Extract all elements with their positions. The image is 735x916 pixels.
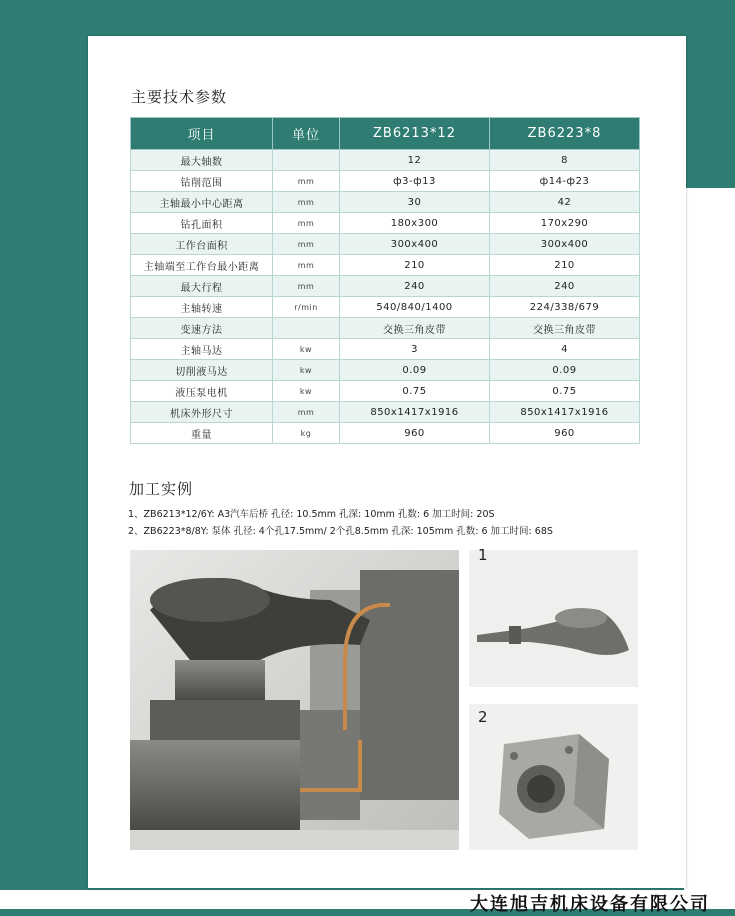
cell-model-a: 240 bbox=[340, 276, 490, 297]
table-row bbox=[131, 339, 640, 360]
cell-item: 切削液马达 bbox=[131, 360, 273, 381]
cell-model-a: 0.75 bbox=[340, 381, 490, 402]
cell-model-a: 180x300 bbox=[340, 213, 490, 234]
cell-item: 机床外形尺寸 bbox=[131, 402, 273, 423]
cell-unit: mm bbox=[273, 192, 340, 213]
examples-section-title: 加工实例 bbox=[129, 480, 194, 498]
cell-model-b: 42 bbox=[490, 192, 640, 213]
cell-model-a: 960 bbox=[340, 423, 490, 444]
header-unit: 单位 bbox=[273, 118, 340, 150]
table-row bbox=[131, 150, 640, 171]
table-row bbox=[131, 360, 640, 381]
table-row bbox=[131, 213, 640, 234]
cell-model-a: 30 bbox=[340, 192, 490, 213]
cell-model-a: 12 bbox=[340, 150, 490, 171]
cell-item: 变速方法 bbox=[131, 318, 273, 339]
cell-unit bbox=[273, 150, 340, 171]
cell-unit: kw bbox=[273, 339, 340, 360]
table-row bbox=[131, 192, 640, 213]
cell-model-b: 4 bbox=[490, 339, 640, 360]
table-row bbox=[131, 318, 640, 339]
cell-item: 主轴马达 bbox=[131, 339, 273, 360]
cell-unit: mm bbox=[273, 171, 340, 192]
spec-table bbox=[130, 117, 640, 444]
cell-item: 最大轴数 bbox=[131, 150, 273, 171]
cell-unit: kw bbox=[273, 381, 340, 402]
photo-label-2: 2 bbox=[478, 708, 488, 726]
table-row bbox=[131, 234, 640, 255]
cell-model-b: 170x290 bbox=[490, 213, 640, 234]
cell-model-b: 0.09 bbox=[490, 360, 640, 381]
cell-item: 钻孔面积 bbox=[131, 213, 273, 234]
spec-section-title: 主要技术参数 bbox=[131, 88, 228, 106]
cell-model-b: 224/338/679 bbox=[490, 297, 640, 318]
cell-model-b: 850x1417x1916 bbox=[490, 402, 640, 423]
cell-model-a: 210 bbox=[340, 255, 490, 276]
cell-model-b: 960 bbox=[490, 423, 640, 444]
example-line-2: 2、ZB6223*8/8Y: 泵体 孔径: 4个孔17.5mm/ 2个孔8.5mm 孔深: 105mm 孔数: 6 加工时间: 68S bbox=[128, 526, 553, 537]
part-photo-axle bbox=[469, 550, 638, 687]
cell-model-b: 交换三角皮带 bbox=[490, 318, 640, 339]
cell-item: 主轴最小中心距离 bbox=[131, 192, 273, 213]
cell-model-b: 210 bbox=[490, 255, 640, 276]
cell-item: 液压泵电机 bbox=[131, 381, 273, 402]
cell-unit: mm bbox=[273, 234, 340, 255]
table-row bbox=[131, 402, 640, 423]
cell-unit: r/min bbox=[273, 297, 340, 318]
cell-item: 主轴端至工作台最小距离 bbox=[131, 255, 273, 276]
cell-model-a: 3 bbox=[340, 339, 490, 360]
spec-table-header-row bbox=[131, 118, 640, 150]
header-model-b: ZB6223*8 bbox=[490, 118, 640, 150]
cell-model-a: 540/840/1400 bbox=[340, 297, 490, 318]
example-line-1: 1、ZB6213*12/6Y: A3汽车后桥 孔径: 10.5mm 孔深: 10mm 孔数: 6 加工时间: 20S bbox=[128, 509, 495, 520]
photo-label-1: 1 bbox=[478, 546, 488, 564]
cell-model-b: 8 bbox=[490, 150, 640, 171]
cell-unit: mm bbox=[273, 402, 340, 423]
cell-unit: mm bbox=[273, 255, 340, 276]
cell-model-b: 0.75 bbox=[490, 381, 640, 402]
company-name-footer: 大连旭吉机床设备有限公司 bbox=[470, 894, 710, 915]
table-row bbox=[131, 297, 640, 318]
cell-item: 主轴转速 bbox=[131, 297, 273, 318]
cell-model-a: 0.09 bbox=[340, 360, 490, 381]
header-model-a: ZB6213*12 bbox=[340, 118, 490, 150]
cell-model-a: 850x1417x1916 bbox=[340, 402, 490, 423]
cell-item: 工作台面积 bbox=[131, 234, 273, 255]
table-row bbox=[131, 276, 640, 297]
cell-unit: mm bbox=[273, 213, 340, 234]
machine-photo bbox=[130, 550, 459, 850]
cell-model-a: 300x400 bbox=[340, 234, 490, 255]
cell-model-a: ф3-ф13 bbox=[340, 171, 490, 192]
cell-unit: kw bbox=[273, 360, 340, 381]
cell-unit: mm bbox=[273, 276, 340, 297]
header-item: 项目 bbox=[131, 118, 273, 150]
cell-model-a: 交换三角皮带 bbox=[340, 318, 490, 339]
cell-model-b: 240 bbox=[490, 276, 640, 297]
table-row bbox=[131, 381, 640, 402]
brochure-page bbox=[88, 36, 686, 888]
background-band-right bbox=[684, 188, 735, 909]
part-photo-pump-body bbox=[469, 704, 638, 850]
cell-item: 最大行程 bbox=[131, 276, 273, 297]
table-row bbox=[131, 171, 640, 192]
cell-model-b: 300x400 bbox=[490, 234, 640, 255]
cell-item: 钻削范围 bbox=[131, 171, 273, 192]
cell-unit: kg bbox=[273, 423, 340, 444]
table-row bbox=[131, 423, 640, 444]
cell-model-b: ф14-ф23 bbox=[490, 171, 640, 192]
cell-item: 重量 bbox=[131, 423, 273, 444]
cell-unit bbox=[273, 318, 340, 339]
table-row bbox=[131, 255, 640, 276]
